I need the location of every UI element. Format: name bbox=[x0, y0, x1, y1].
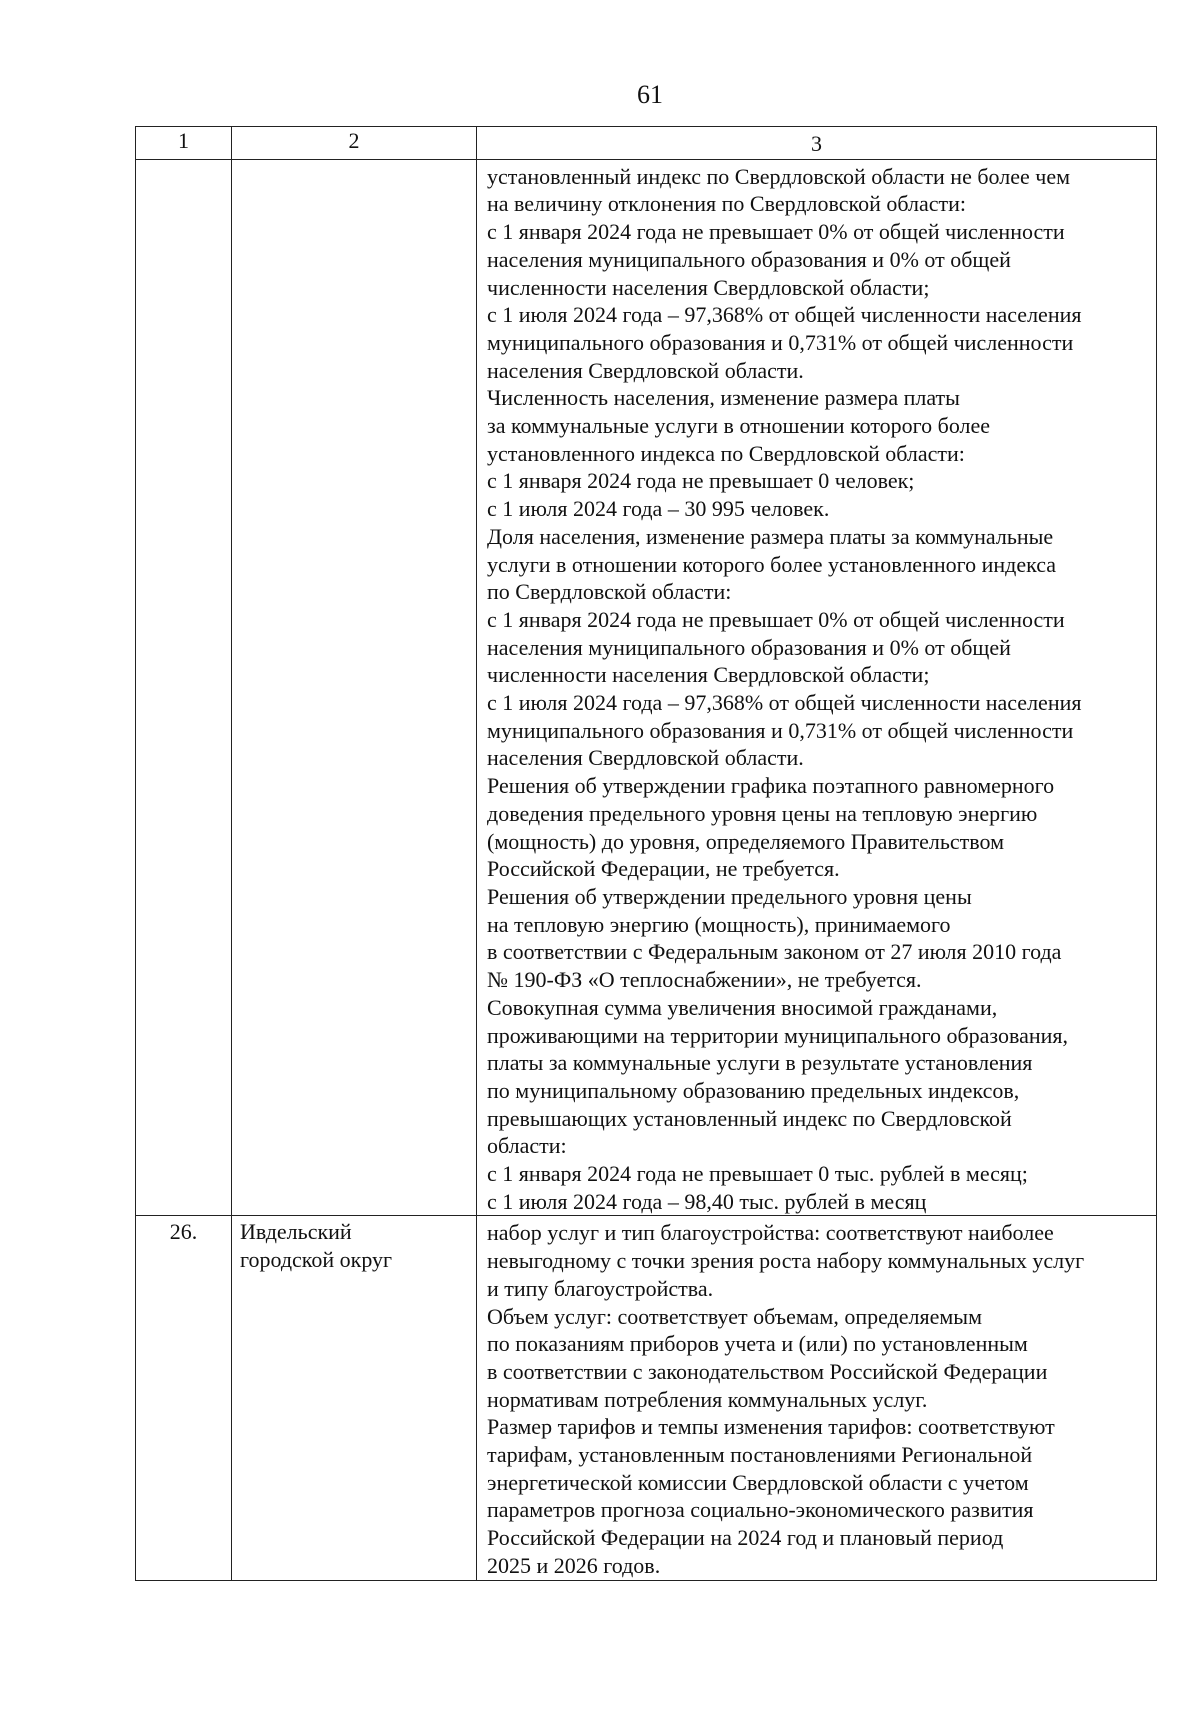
text-line: невыгодному с точки зрения роста набору коммунальных услуг bbox=[487, 1248, 1085, 1274]
text-line: Ивдельский bbox=[240, 1219, 352, 1245]
text-line: проживающими на территории муниципального образования, bbox=[487, 1022, 1069, 1048]
text-line: Российской Федерации на 2024 год и плановый период bbox=[487, 1525, 1004, 1551]
text-line: с 1 июля 2024 года – 97,368% от общей численности населения bbox=[487, 690, 1082, 716]
text-line: в соответствии с Федеральным законом от 27 июля 2010 года bbox=[487, 939, 1062, 965]
text-line: по показаниям приборов учета и (или) по установленным bbox=[487, 1331, 1028, 1357]
text-line: населения муниципального образования и 0% от общей bbox=[487, 634, 1011, 660]
text-line: Численность населения, изменение размера платы bbox=[487, 385, 960, 411]
table-row bbox=[136, 159, 1157, 1216]
text-line: энергетической комиссии Свердловской области с учетом bbox=[487, 1469, 1029, 1495]
text-line: Российской Федерации, не требуется. bbox=[487, 856, 840, 882]
page-number: 61 bbox=[637, 80, 663, 109]
text-line: Доля населения, изменение размера платы за коммунальные bbox=[487, 523, 1054, 549]
text-line: с 1 июля 2024 года – 97,368% от общей численности населения bbox=[487, 302, 1082, 328]
text-line: набор услуг и тип благоустройства: соответствуют наиболее bbox=[487, 1220, 1054, 1246]
text-line: № 190-ФЗ «О теплоснабжении», не требуется. bbox=[487, 967, 922, 993]
text-line: Объем услуг: соответствует объемам, определяемым bbox=[487, 1303, 983, 1329]
table-row bbox=[136, 1216, 1157, 1580]
text-line: Решения об утверждении предельного уровня цены bbox=[487, 883, 972, 909]
text-line: за коммунальные услуги в отношении которого более bbox=[487, 413, 991, 439]
text-line: установленный индекс по Свердловской области не более чем bbox=[487, 163, 1070, 189]
text-line: населения Свердловской области. bbox=[487, 745, 804, 771]
text-line: нормативам потребления коммунальных услуг. bbox=[487, 1386, 928, 1412]
text-line: в соответствии с законодательством Российской Федерации bbox=[487, 1358, 1048, 1384]
text-line: населения муниципального образования и 0% от общей bbox=[487, 246, 1011, 272]
text-line: тарифам, установленным постановлениями Региональной bbox=[487, 1442, 1033, 1468]
document-table bbox=[135, 126, 1157, 1581]
text-line: Совокупная сумма увеличения вносимой гражданами, bbox=[487, 994, 998, 1020]
header-col-2: 2 bbox=[232, 127, 477, 160]
text-line: численности населения Свердловской области; bbox=[487, 274, 930, 300]
text-line: муниципального образования и 0,731% от общей численности bbox=[487, 717, 1074, 743]
indicator-text bbox=[477, 159, 1157, 1216]
header-col-3: 3 bbox=[477, 127, 1157, 160]
text-line: по муниципальному образованию предельных индексов, bbox=[487, 1077, 1020, 1103]
text-line: услуги в отношении которого более установленного индекса bbox=[487, 551, 1057, 577]
text-line: Решения об утверждении графика поэтапного равномерного bbox=[487, 773, 1055, 799]
header-col-1: 1 bbox=[136, 127, 232, 160]
row-number bbox=[136, 159, 232, 1216]
indicator-text bbox=[477, 1216, 1157, 1580]
text-line: с 1 января 2024 года не превышает 0% от общей численности bbox=[487, 219, 1065, 245]
text-line: на величину отклонения по Свердловской области: bbox=[487, 191, 966, 217]
text-line: параметров прогноза социально-экономического развития bbox=[487, 1497, 1034, 1523]
text-line: населения Свердловской области. bbox=[487, 357, 804, 383]
text-line: Размер тарифов и темпы изменения тарифов: соответствуют bbox=[487, 1414, 1055, 1440]
municipality-name bbox=[232, 1216, 477, 1580]
text-line: муниципального образования и 0,731% от общей численности bbox=[487, 329, 1074, 355]
text-line: (мощность) до уровня, определяемого Правительством bbox=[487, 828, 1005, 854]
table-header-row bbox=[136, 127, 1157, 160]
text-line: доведения предельного уровня цены на тепловую энергию bbox=[487, 800, 1038, 826]
text-line: установленного индекса по Свердловской области: bbox=[487, 440, 965, 466]
text-line: городской округ bbox=[240, 1247, 393, 1273]
text-line: численности населения Свердловской области; bbox=[487, 662, 930, 688]
text-line: по Свердловской области: bbox=[487, 579, 732, 605]
text-line: 2025 и 2026 годов. bbox=[487, 1552, 661, 1578]
text-line: с 1 июля 2024 года – 98,40 тыс. рублей в месяц bbox=[487, 1188, 927, 1214]
text-line: и типу благоустройства. bbox=[487, 1275, 714, 1301]
text-line: с 1 января 2024 года не превышает 0 человек; bbox=[487, 468, 915, 494]
text-line: на тепловую энергию (мощность), принимаемого bbox=[487, 911, 951, 937]
text-line: с 1 января 2024 года не превышает 0% от общей численности bbox=[487, 606, 1065, 632]
row-number: 26. bbox=[136, 1216, 232, 1580]
text-line: с 1 января 2024 года не превышает 0 тыс. рублей в месяц; bbox=[487, 1161, 1028, 1187]
text-line: превышающих установленный индекс по Свердловской bbox=[487, 1105, 1012, 1131]
text-line: области: bbox=[487, 1133, 567, 1159]
text-line: платы за коммунальные услуги в результате установления bbox=[487, 1050, 1033, 1076]
municipality-name bbox=[232, 159, 477, 1216]
text-line: с 1 июля 2024 года – 30 995 человек. bbox=[487, 496, 830, 522]
